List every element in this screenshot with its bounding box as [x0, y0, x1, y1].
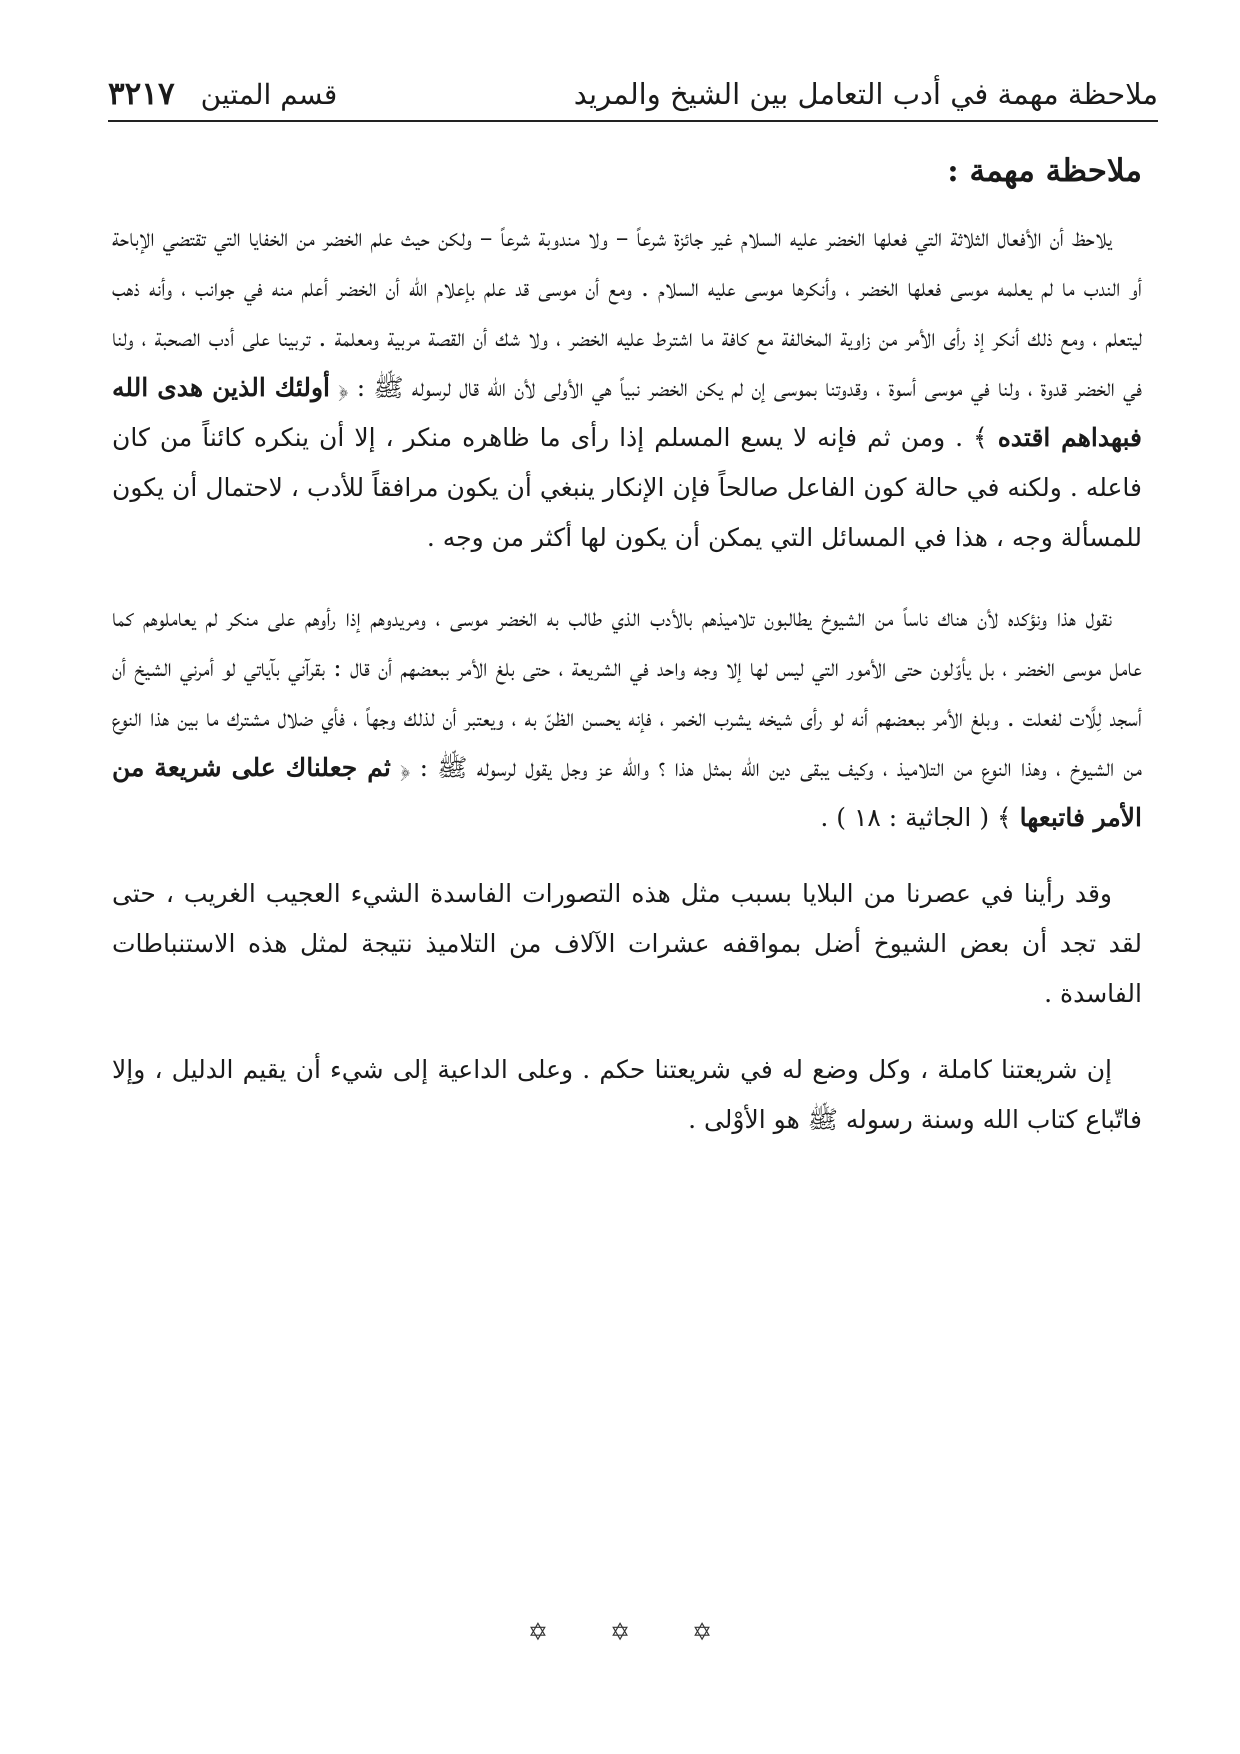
- star-outline-icon: ✡: [692, 1618, 713, 1646]
- star-outline-icon: ✡: [527, 1618, 548, 1646]
- header-divider: [108, 120, 1158, 122]
- star-outline-icon: ✡: [609, 1618, 631, 1646]
- header-title: ملاحظة مهمة في أدب التعامل بين الشيخ والمريد: [573, 77, 1158, 112]
- page-content: [112, 148, 1142, 1171]
- paragraph-text: وقد رأينا في عصرنا من البلايا بسبب مثل هذه التصورات الفاسدة الشيء العجيب الغريب ، حتى لقد تجد أن بعض الشيوخ أضل بمواقفه عشرات الآلاف من التلاميذ نتيجة لمثل هذه الاستنباطات الفاسدة .: [112, 878, 1142, 1008]
- section-label: قسم المتين: [200, 78, 338, 111]
- quran-quote: أولئك الذين هدى الله فبهداهم اقتده: [112, 372, 1142, 452]
- paragraph-text: ﴾ . ومن ثم فإنه لا يسع المسلم إذا رأى ما ظاهره منكر ، إلا أن ينكره كائناً من كان فاعله . ولكنه في حالة كون الفاعل صالحاً فإن الإنكار ينبغي أن يكون مرافقاً للأدب ، لاحتمال أن يكون للمسألة وجه ، هذا في المسائل التي يمكن أن يكون لها أكثر من وجه .: [112, 422, 1142, 552]
- page-number: ٣٢١٧: [108, 76, 175, 112]
- paragraph-text: ﴾ ( الجاثية : ١٨ ) .: [820, 802, 1020, 832]
- paragraph-text: إن شريعتنا كاملة ، وكل وضع له في شريعتنا حكم . وعلى الداعية إلى شيء أن يقيم الدليل ، وإلا فاتّباع كتاب الله وسنة رسوله ﷺ هو الأوْلى .: [112, 1054, 1142, 1134]
- paragraph-1: [112, 213, 1142, 563]
- running-header: [108, 62, 1158, 112]
- paragraph-text: يلاحظ أن الأفعال الثلاثة التي فعلها الخضر عليه السلام غير جائزة شرعاً – ولا مندوبة شرعاً – ولكن حيث علم الخضر من الخفايا التي تقتضي الإباحة أو الندب ما لم يعلمه موسى فعلها الخضر ، وأنكرها موسى عليه السلام . ومع أن موسى قد علم بإعلام الله أن الخضر أعلم منه في جوانب ، وأنه ذهب ليتعلم ، ومع ذلك أنكر إذ رأى الأمر من زاوية المخالفة مع كافة ما اشترط عليه الخضر ، ولا شك أن القصة مربية ومعلمة . تربينا على أدب الصحبة ، ولنا في الخضر قدوة ، ولنا في موسى أسوة ، وقدوتنا بموسى إن لم يكن الخضر نبياً هي الأولى لأن الله قال لرسوله ﷺ : ﴿: [112, 222, 1142, 402]
- header-meta: [108, 76, 337, 112]
- paragraph-4: [112, 1045, 1142, 1145]
- paragraph-2: [112, 593, 1142, 843]
- paragraph-3: [112, 869, 1142, 1019]
- section-end-ornaments: [0, 1618, 1240, 1646]
- quran-quote: ثم جعلناك على شريعة من الأمر فاتبعها: [112, 752, 1142, 832]
- paragraph-text: نقول هذا ونؤكده لأن هناك ناساً من الشيوخ يطالبون تلاميذهم بالأدب الذي طالب به الخضر موسى ، ومريدوهم إذا رأوهم على منكر لم يعاملوهم كما عامل موسى الخضر ، بل يأوّلون حتى الأمور التي ليس لها إلا وجه واحد في الشريعة ، حتى بلغ الأمر ببعضهم أن قال : بقرآني بآياتي لو أمرني الشيخ أن أسجد لِلَّات لفعلت . وبلغ الأمر ببعضهم أنه لو رأى شيخه يشرب الخمر ، فإنه يحسن الظنّ به ، ويعتبر أن لذلك وجهاً ، فأي ضلال مشترك ما بين هذا النوع من الشيوخ ، وهذا النوع من التلاميذ ، وكيف يبقى دين الله بمثل هذا ؟ والله عز وجل يقول لرسوله ﷺ : ﴿: [112, 602, 1142, 782]
- section-heading: ملاحظة مهمة :: [947, 153, 1142, 189]
